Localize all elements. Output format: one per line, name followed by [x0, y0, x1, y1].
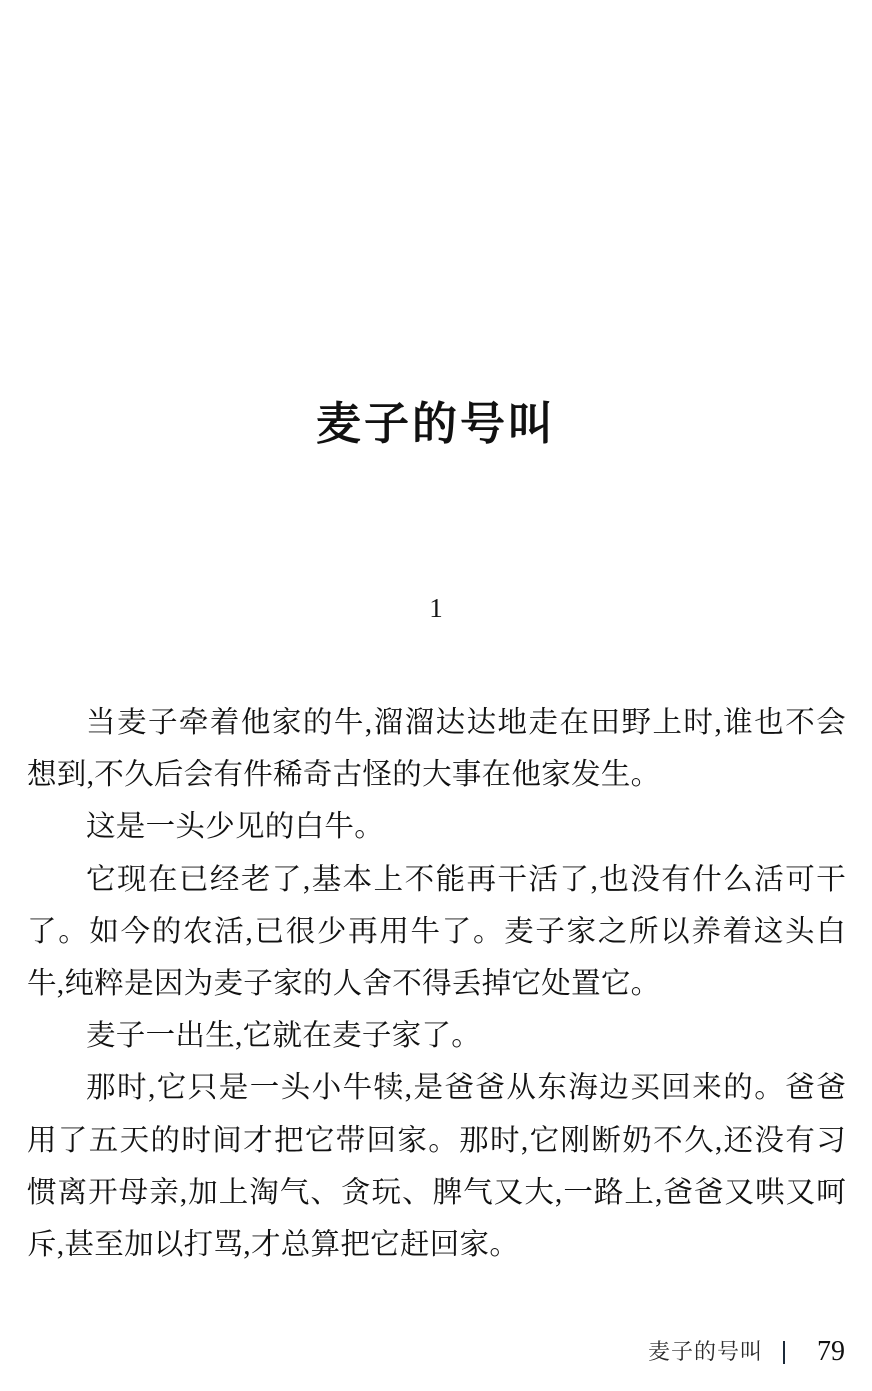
vertical-bar-icon: [783, 1341, 785, 1364]
paragraph: 这是一头少见的白牛。: [86, 811, 385, 844]
page-footer: [0, 1330, 872, 1374]
chapter-title: 麦子的号叫: [315, 398, 556, 450]
body-text-block: [27, 697, 846, 1271]
paragraph: 那时,它只是一头小牛犊,是爸爸从东海边买回来的。爸爸用了五天的时间才把它带回家。那时,它刚断奶不久,还没有习惯离开母亲,加上淘气、贪玩、脾气又大,一路上,爸爸又哄又呵斥,甚至加以打骂,才总算把它赶回家。: [27, 1072, 846, 1262]
page-number: 79: [817, 1336, 845, 1367]
paragraph: 麦子一出生,它就在麦子家了。: [86, 1020, 482, 1053]
section-number: 1: [429, 593, 443, 623]
paragraph: 当麦子牵着他家的牛,溜溜达达地走在田野上时,谁也不会想到,不久后会有件稀奇古怪的大事在他家发生。: [27, 707, 846, 792]
paragraph: 它现在已经老了,基本上不能再干活了,也没有什么活可干了。如今的农活,已很少再用牛了。麦子家之所以养着这头白牛,纯粹是因为麦子家的人舍不得丢掉它处置它。: [27, 863, 846, 1001]
footer-running-title: 麦子的号叫: [647, 1339, 763, 1364]
